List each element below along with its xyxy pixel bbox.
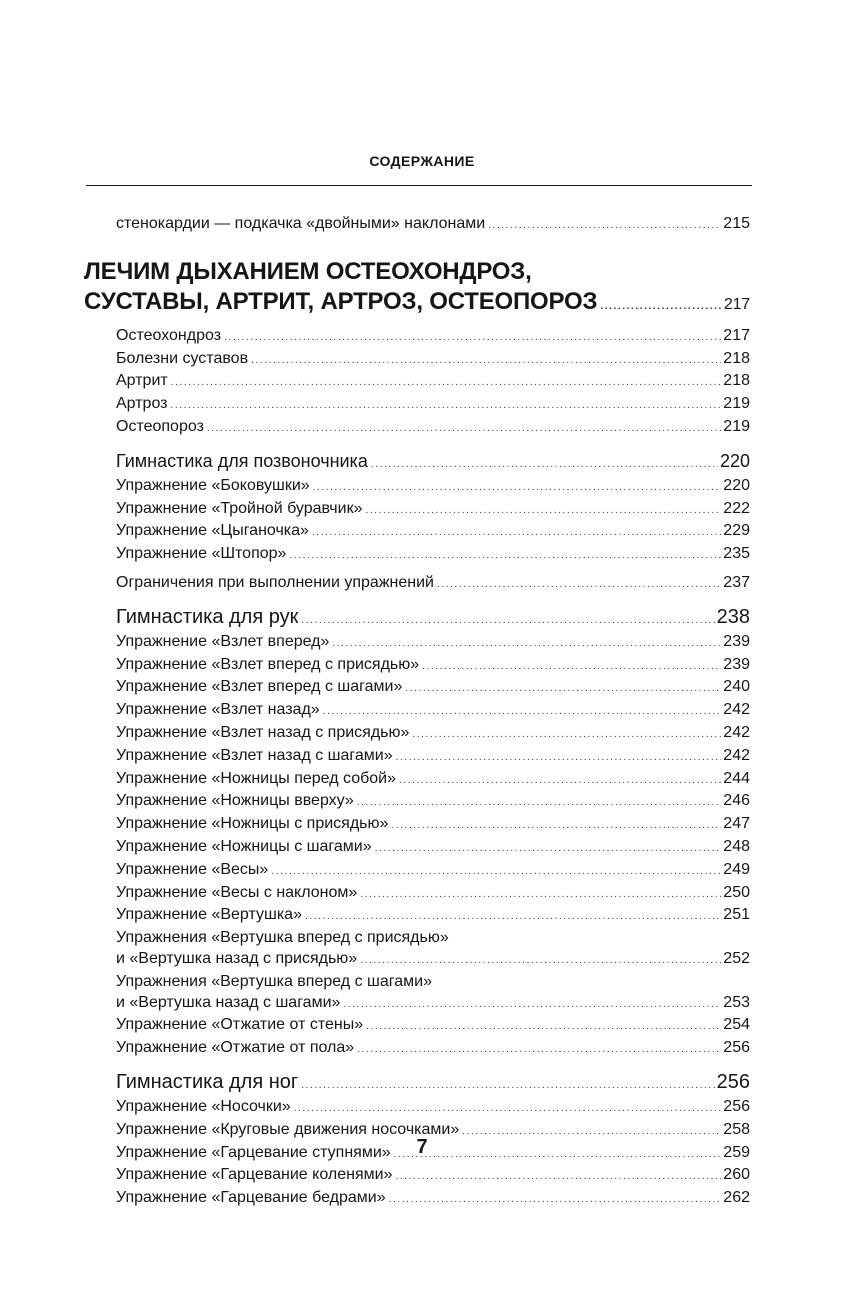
toc-entry-title: Остеохондроз: [116, 326, 222, 344]
toc-entry[interactable]: [116, 837, 750, 860]
toc-entry-title: Упражнение «Носочки»: [116, 1097, 291, 1115]
toc-entry-multiline[interactable]: [116, 972, 750, 1016]
toc-entry[interactable]: [116, 655, 750, 678]
toc-entry-page: 219: [723, 395, 750, 413]
toc-entry-page: 254: [723, 1016, 750, 1034]
toc-entry-title: Артроз: [116, 395, 168, 413]
toc-entry-page: 244: [723, 769, 750, 787]
toc-entry-page: 237: [723, 573, 750, 591]
toc-entry[interactable]: [116, 1015, 750, 1038]
toc-entry-page: 256: [723, 1039, 750, 1057]
toc-entry[interactable]: [116, 544, 750, 567]
toc-entry-title-line-2: и «Вертушка назад с шагами»: [116, 993, 341, 1011]
toc-entry[interactable]: [116, 632, 750, 655]
toc-entry-page: 253: [723, 993, 750, 1011]
dot-leader: [312, 523, 721, 544]
dot-leader: [224, 328, 721, 349]
toc-entry-page: 259: [723, 1143, 750, 1161]
toc-entry-page: 218: [723, 372, 750, 390]
toc-section-page: 238: [716, 605, 750, 628]
toc-entry-page: 240: [723, 678, 750, 696]
toc-entry[interactable]: [116, 860, 750, 883]
toc-entry-title: Упражнение «Вертушка»: [116, 906, 302, 924]
page-number: 7: [416, 1136, 428, 1158]
toc-entry-page: 262: [723, 1189, 750, 1207]
dot-leader: [405, 679, 721, 700]
toc-entry[interactable]: [116, 723, 750, 746]
toc-entry[interactable]: [116, 394, 750, 417]
toc-entry-multiline[interactable]: [116, 928, 750, 972]
chapter-page: 217: [723, 295, 750, 313]
dot-leader: [332, 634, 721, 655]
toc-entry-restrictions[interactable]: [116, 573, 750, 596]
header-rule: [86, 185, 752, 186]
dot-leader: [294, 1099, 722, 1120]
toc-entry-page: 239: [723, 655, 750, 673]
toc-entry-page: 258: [723, 1120, 750, 1138]
toc-entry-page: 247: [723, 815, 750, 833]
toc-entry[interactable]: [116, 791, 750, 814]
toc-entry-page: 256: [723, 1097, 750, 1115]
toc-entry[interactable]: [116, 883, 750, 906]
dot-leader: [171, 373, 722, 394]
toc-entry[interactable]: [116, 499, 750, 522]
dot-leader: [313, 478, 722, 499]
toc-entry[interactable]: [116, 769, 750, 792]
toc-entry-page: 242: [723, 701, 750, 719]
toc-entry[interactable]: [116, 1165, 750, 1188]
toc-section-title: Гимнастика для ног: [116, 1070, 299, 1093]
dot-leader: [412, 725, 721, 746]
toc-entry-page: 220: [723, 476, 750, 494]
dot-leader: [251, 351, 721, 372]
dot-leader: [301, 610, 714, 632]
toc-entry[interactable]: [116, 746, 750, 769]
toc-entry[interactable]: [116, 700, 750, 723]
toc-entry[interactable]: [116, 521, 750, 544]
toc-entry[interactable]: [116, 1097, 750, 1120]
toc-entry[interactable]: [116, 1038, 750, 1061]
toc-entry-title: Упражнение «Взлет вперед с присядью»: [116, 655, 420, 673]
toc-entry-title: Упражнение «Боковушки»: [116, 476, 310, 494]
chapter-title-line-1: ЛЕЧИМ ДЫХАНИЕМ ОСТЕОХОНДРОЗ,: [84, 257, 532, 285]
toc-entry-page: 242: [723, 723, 750, 741]
toc-entry-title: Упражнение «Гарцевание ступнями»: [116, 1143, 391, 1161]
dot-leader: [488, 216, 721, 237]
dot-leader: [360, 885, 721, 906]
running-title: СОДЕРЖАНИЕ: [369, 153, 475, 169]
toc-entry-title: Упражнение «Взлет назад с шагами»: [116, 746, 393, 764]
table-of-contents: [84, 214, 750, 1211]
toc-entry-continuation[interactable]: [116, 214, 750, 237]
toc-entry-title: Упражнение «Ножницы с присядью»: [116, 815, 389, 833]
toc-entry-title: Упражнение «Ножницы с шагами»: [116, 837, 372, 855]
toc-section-heading[interactable]: [116, 1071, 750, 1097]
toc-entry-title: Упражнение «Отжатие от стены»: [116, 1016, 364, 1034]
toc-entry-title: Ограничения при выполнении упражнений: [116, 573, 434, 591]
toc-entry[interactable]: [116, 476, 750, 499]
toc-entry[interactable]: [116, 1188, 750, 1211]
dot-leader: [360, 951, 721, 972]
toc-chapter-heading[interactable]: [84, 257, 750, 322]
toc-section-title: Гимнастика для рук: [116, 605, 299, 628]
toc-group-diseases: [116, 326, 750, 440]
dot-leader: [171, 396, 722, 417]
dot-leader: [371, 454, 718, 476]
dot-leader: [271, 862, 721, 883]
toc-entry-title: Остеопороз: [116, 417, 204, 435]
toc-section-arms: [116, 606, 750, 632]
toc-entry-title: Упражнение «Ножницы перед собой»: [116, 769, 396, 787]
toc-entry[interactable]: [116, 677, 750, 700]
toc-entry[interactable]: [116, 349, 750, 372]
toc-entry-page: 242: [723, 746, 750, 764]
dot-leader: [301, 1075, 714, 1097]
toc-section-page: 220: [719, 450, 750, 471]
dot-leader: [399, 771, 721, 792]
dot-leader: [375, 839, 722, 860]
toc-entry-page: 239: [723, 632, 750, 650]
toc-section-legs: [116, 1071, 750, 1097]
toc-entry-title: Упражнение «Отжатие от пола»: [116, 1039, 355, 1057]
toc-entry-page: 235: [723, 545, 750, 563]
toc-section-spine: [116, 450, 750, 476]
toc-entry-title: Упражнение «Взлет назад»: [116, 701, 320, 719]
toc-section-heading[interactable]: [116, 606, 750, 632]
dot-leader: [396, 748, 722, 769]
toc-entry-page: 252: [723, 949, 750, 967]
dot-leader: [305, 907, 721, 928]
toc-entry-page: 250: [723, 883, 750, 901]
toc-section-title: Гимнастика для позвоночника: [116, 450, 368, 471]
toc-entry-title: Упражнение «Весы с наклоном»: [116, 883, 358, 901]
dot-leader: [391, 816, 721, 837]
dot-leader: [395, 1167, 721, 1188]
dot-leader: [389, 1190, 722, 1211]
toc-entry-title: Упражнение «Гарцевание бедрами»: [116, 1189, 386, 1207]
toc-entry[interactable]: [116, 326, 750, 349]
toc-entry-title: Упражнение «Штопор»: [116, 545, 287, 563]
toc-entry-title-row: [116, 949, 750, 972]
toc-section-page: 256: [716, 1070, 750, 1093]
toc-entry-page: 219: [723, 417, 750, 435]
toc-entry-title: Упражнение «Взлет назад с присядью»: [116, 723, 410, 741]
toc-entry-title: Артрит: [116, 372, 168, 390]
dot-leader: [365, 501, 721, 522]
toc-entry-page: 222: [723, 499, 750, 517]
toc-entry[interactable]: [116, 814, 750, 837]
toc-entry-title: стенокардии — подкачка «двойными» наклонами: [116, 215, 486, 232]
toc-entry-title-line-2: и «Вертушка назад с присядью»: [116, 949, 358, 967]
chapter-title-line-2: СУСТАВЫ, АРТРИТ, АРТРОЗ, ОСТЕОПОРОЗ: [84, 287, 598, 315]
toc-entry[interactable]: [116, 371, 750, 394]
toc-entry-title: Упражнение «Ножницы вверху»: [116, 792, 354, 810]
toc-entry-title: Упражнение «Взлет вперед с шагами»: [116, 678, 403, 696]
toc-entry-page: 251: [723, 906, 750, 924]
toc-entry-title-row: [116, 993, 750, 1016]
toc-entry-title-line-1: Упражнения «Вертушка вперед с шагами»: [116, 972, 432, 990]
dot-leader: [422, 657, 721, 678]
toc-entry-title: Упражнение «Цыганочка»: [116, 522, 309, 540]
dot-leader: [289, 546, 721, 567]
dot-leader: [600, 292, 722, 322]
toc-entry-title-line-1: Упражнения «Вертушка вперед с присядью»: [116, 929, 449, 947]
toc-entry-page: 249: [723, 860, 750, 878]
toc-entry-page: 218: [723, 349, 750, 367]
toc-entry-page: 229: [723, 522, 750, 540]
dot-leader: [437, 575, 721, 596]
chapter-title-row: [84, 287, 750, 322]
dot-leader: [323, 702, 722, 723]
toc-entry-title: Болезни суставов: [116, 349, 249, 367]
toc-entry[interactable]: [116, 905, 750, 928]
dot-leader: [357, 793, 722, 814]
dot-leader: [366, 1017, 721, 1038]
toc-entry-title: Упражнение «Круговые движения носочками»: [116, 1120, 460, 1138]
toc-entry-page: 246: [723, 792, 750, 810]
toc-entry-title: Упражнение «Тройной буравчик»: [116, 499, 363, 517]
dot-leader: [343, 995, 721, 1016]
dot-leader: [207, 419, 721, 440]
toc-entry-title: Упражнение «Весы»: [116, 860, 269, 878]
toc-entry-page: 248: [723, 837, 750, 855]
toc-section-heading[interactable]: [116, 450, 750, 476]
dot-leader: [357, 1040, 721, 1061]
toc-entry-page: 260: [723, 1166, 750, 1184]
toc-entry-page: 217: [723, 326, 750, 344]
toc-entry-title: Упражнение «Гарцевание коленями»: [116, 1166, 393, 1184]
toc-entry-title: Упражнение «Взлет вперед»: [116, 632, 330, 650]
toc-entry[interactable]: [116, 417, 750, 440]
toc-entry-page: 215: [723, 215, 750, 232]
